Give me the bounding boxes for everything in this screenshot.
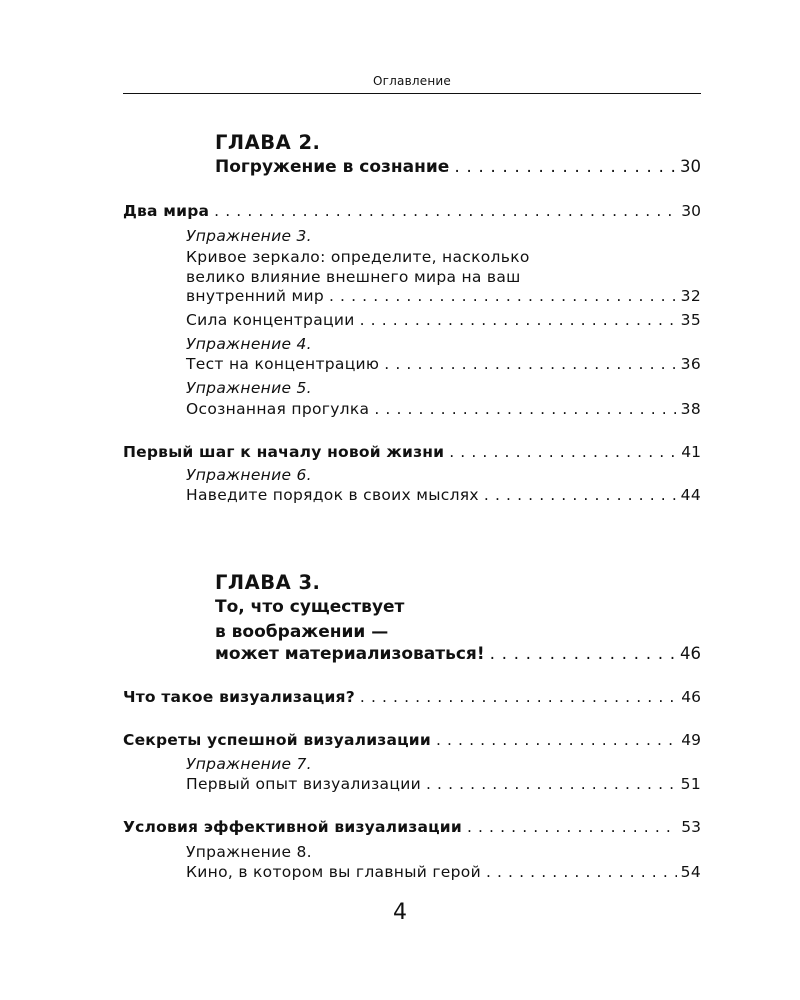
entry-title: Осознанная прогулка bbox=[186, 400, 370, 418]
page-number: 54 bbox=[680, 863, 701, 881]
dot-leader bbox=[426, 773, 677, 795]
entry-title: Первый опыт визуализации bbox=[186, 775, 421, 793]
dot-leader bbox=[436, 729, 677, 751]
toc-entry-sekrety[interactable] bbox=[123, 729, 701, 751]
exercise-8-label: Упражнение 8. bbox=[186, 843, 312, 861]
dot-leader bbox=[449, 441, 677, 463]
entry-title: Секреты успешной визуализации bbox=[123, 731, 431, 749]
chapter-3-title-entry[interactable] bbox=[215, 643, 701, 665]
page-number: 51 bbox=[680, 775, 701, 793]
entry-title: Тест на концентрацию bbox=[186, 355, 380, 373]
exercise-3-title-line-2: велико влияние внешнего мира на ваш bbox=[186, 268, 521, 286]
dot-leader bbox=[486, 861, 677, 883]
toc-entry-exercise-6[interactable] bbox=[186, 484, 701, 506]
dot-leader bbox=[329, 285, 677, 307]
entry-title: Первый шаг к началу новой жизни bbox=[123, 443, 445, 461]
toc-entry-dva-mira[interactable] bbox=[123, 200, 701, 222]
page-number: 44 bbox=[680, 486, 701, 504]
toc-entry-perviy-shag[interactable] bbox=[123, 441, 701, 463]
exercise-5-label: Упражнение 5. bbox=[186, 379, 312, 397]
chapter-3-title-line-2: в воображении — bbox=[215, 622, 389, 642]
chapter-3-title-line-3: может материализоваться! bbox=[215, 644, 485, 664]
chapter-2-title: Погружение в сознание bbox=[215, 157, 450, 177]
exercise-6-label: Упражнение 6. bbox=[186, 466, 312, 484]
toc-entry-exercise-5[interactable] bbox=[186, 398, 701, 420]
page-folio: 4 bbox=[393, 900, 407, 925]
toc-entry-chto-takoe-vizualizaciya[interactable] bbox=[123, 686, 701, 708]
toc-entry-exercise-7[interactable] bbox=[186, 773, 701, 795]
exercise-3-title-line-1: Кривое зеркало: определите, насколько bbox=[186, 248, 530, 266]
exercise-7-label: Упражнение 7. bbox=[186, 755, 312, 773]
exercise-4-label: Упражнение 4. bbox=[186, 335, 312, 353]
toc-entry-exercise-3[interactable] bbox=[186, 285, 701, 307]
toc-entry-exercise-4[interactable] bbox=[186, 353, 701, 375]
entry-title: Сила концентрации bbox=[186, 311, 355, 329]
entry-title: внутренний мир bbox=[186, 287, 324, 305]
dot-leader bbox=[374, 398, 676, 420]
page-number: 46 bbox=[680, 644, 701, 663]
dot-leader bbox=[360, 686, 677, 708]
page-number: 46 bbox=[681, 688, 701, 706]
chapter-2-label: ГЛАВА 2. bbox=[215, 131, 321, 154]
dot-leader bbox=[484, 484, 677, 506]
entry-title: Что такое визуализация? bbox=[123, 688, 355, 706]
page-number: 30 bbox=[680, 157, 701, 176]
toc-entry-sila-koncentracii[interactable] bbox=[186, 309, 701, 331]
page-number: 38 bbox=[680, 400, 701, 418]
exercise-3-label: Упражнение 3. bbox=[186, 227, 312, 245]
dot-leader bbox=[490, 643, 676, 665]
toc-entry-exercise-8[interactable] bbox=[186, 861, 701, 883]
dot-leader bbox=[214, 200, 677, 222]
page-number: 36 bbox=[680, 355, 701, 373]
page-number: 53 bbox=[681, 818, 701, 836]
running-head: Оглавление bbox=[373, 74, 451, 88]
entry-title: Наведите порядок в своих мыслях bbox=[186, 486, 479, 504]
dot-leader bbox=[467, 816, 677, 838]
page-number: 32 bbox=[680, 287, 701, 305]
entry-title: Два мира bbox=[123, 202, 210, 220]
dot-leader bbox=[360, 309, 677, 331]
dot-leader bbox=[384, 353, 676, 375]
entry-title: Условия эффективной визуализации bbox=[123, 818, 462, 836]
page-number: 41 bbox=[681, 443, 701, 461]
entry-title: Кино, в котором вы главный герой bbox=[186, 863, 481, 881]
chapter-2-title-entry[interactable] bbox=[215, 156, 701, 178]
chapter-3-title-line-1: То, что существует bbox=[215, 597, 405, 617]
page-number: 30 bbox=[681, 202, 701, 220]
toc-entry-usloviya[interactable] bbox=[123, 816, 701, 838]
page-number: 49 bbox=[681, 731, 701, 749]
dot-leader bbox=[454, 156, 676, 178]
header-rule bbox=[123, 93, 701, 94]
chapter-3-label: ГЛАВА 3. bbox=[215, 571, 321, 594]
page-number: 35 bbox=[680, 311, 701, 329]
